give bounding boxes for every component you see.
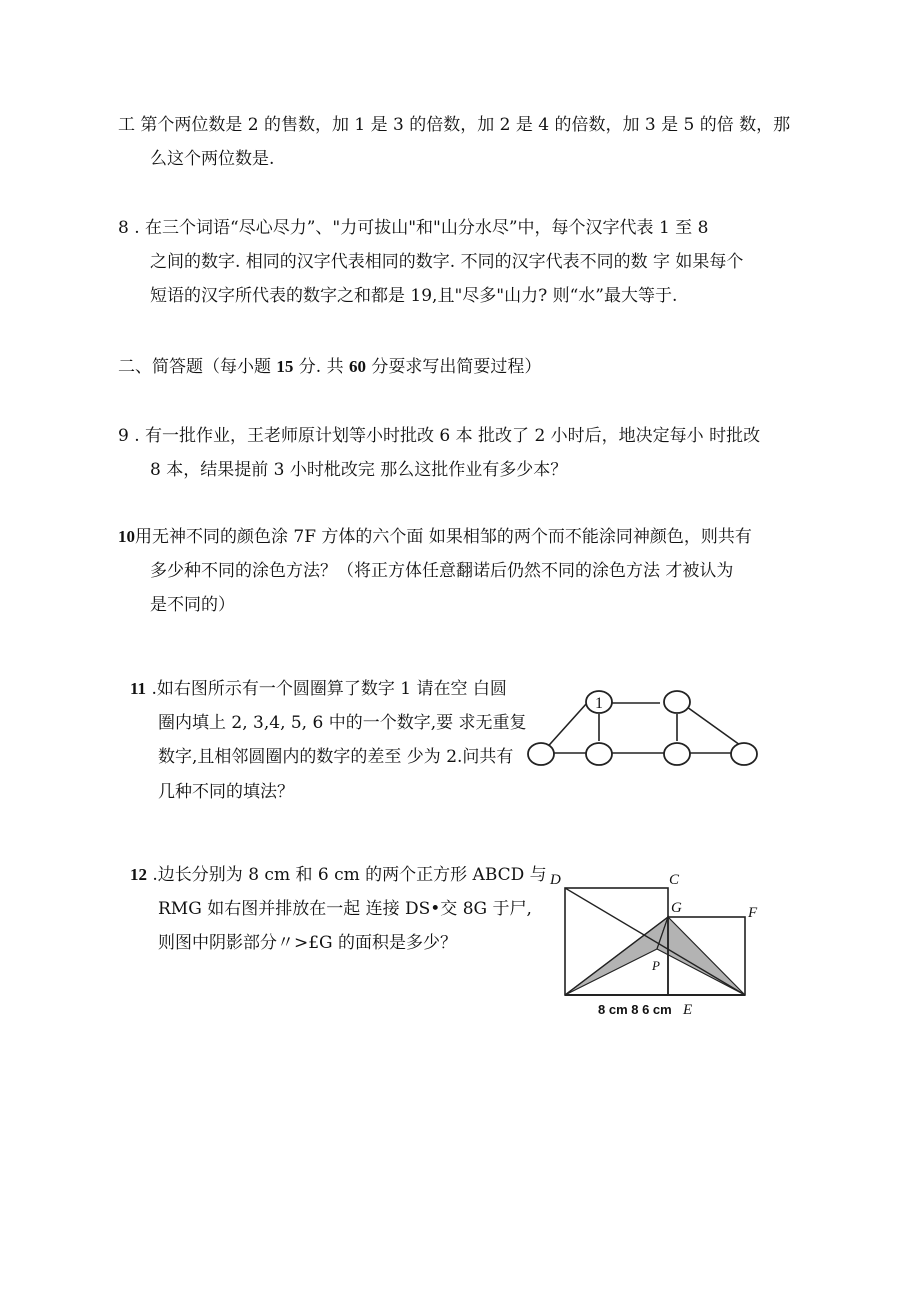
label-p: P <box>652 958 660 973</box>
q11-line1 <box>130 677 507 701</box>
q12-squares-diagram <box>540 862 770 1026</box>
circle-top-right <box>664 691 690 713</box>
label-c: C <box>669 872 680 888</box>
label-g: G <box>671 900 682 916</box>
q10-line2: 多少种不同的涂色方法？（将正方体任意翻诺后仍然不同的涂色方法 才被认为 <box>150 561 734 581</box>
q11-line1-text: .如右图所示有一个圆圈算了数字 1 请在空 白圆 <box>146 679 507 699</box>
q10-number: 10 <box>118 527 135 546</box>
q11-circle-diagram <box>520 680 770 780</box>
q9-line2: 8 本，结果提前 3 小时枇改完 那么这批作业有多少本？ <box>150 460 568 480</box>
label-d: D <box>550 872 561 888</box>
q11-line2: 圈内填上 2, 3,4, 5, 6 中的一个数字,要 求无重复 <box>158 713 527 733</box>
section-heading-prefix: 二、简答题（每小题 <box>118 357 277 377</box>
circle-bottom-left <box>528 743 554 765</box>
section-heading <box>118 355 541 379</box>
circle-bottom-3 <box>664 743 690 765</box>
q12-line2: RMG 如右图并排放在一起 连接 DS•交 8G 于尸, <box>158 899 532 919</box>
q9-line1: 9 . 有一批作业，王老师原计划等小时批改 6 本 批改了 2 小时后，地决定每小 时批改 <box>118 426 761 446</box>
q11-line4: 几种不同的填法？ <box>158 782 294 802</box>
section-heading-mid: 分. 共 <box>293 357 350 377</box>
label-f: F <box>748 905 758 921</box>
q12-line3: 则图中阴影部分〃>£G 的面积是多少？ <box>158 933 458 953</box>
q10-line1 <box>118 525 752 549</box>
q12-line1 <box>130 863 547 887</box>
edge-right <box>687 707 740 745</box>
circle-label-1: 1 <box>595 695 603 712</box>
q7-line1: 工 第个两位数是 2 的售数，加 1 是 3 的倍数，加 2 是 4 的倍数，加 3 是 5 的倍 数，那 <box>118 115 791 135</box>
q7-line2: 么这个两位数是. <box>150 149 275 169</box>
section-score-total: 60 <box>349 357 367 376</box>
section-heading-suffix: 分耍求写出简要过程） <box>366 357 542 377</box>
label-e: E <box>683 1002 693 1018</box>
q11-line3: 数字,且相邻圆圈内的数字的差至 少为 2.问共有 <box>158 747 514 767</box>
q8-line3: 短语的汉字所代表的数字之和都是 19,且"尽多"山力? 则“水”最大等于. <box>150 286 678 306</box>
line-bg <box>565 917 668 995</box>
q11-number: 11 <box>130 679 147 698</box>
q10-line3: 是不同的） <box>150 595 235 615</box>
q12-number: 12 <box>130 865 147 884</box>
section-score-each: 15 <box>276 357 294 376</box>
dimension-caption: 8 cm 8 6 cm <box>598 1002 672 1017</box>
circle-bottom-right <box>731 743 757 765</box>
q10-line1-text: 用无神不同的颜色涂 7F 方体的六个面 如果相邹的两个而不能涂同神颜色，则共有 <box>135 527 752 547</box>
q8-line2: 之间的数字. 相同的汉字代表相同的数字. 不同的汉字代表不同的数 字 如果每个 <box>150 252 744 272</box>
q8-line1: 8 . 在三个词语“尽心尽力”、"力可拔山"和"山分水尽”中，每个汉字代表 1 至 8 <box>118 218 709 238</box>
q12-line1-text: .边长分别为 8 cm 和 6 cm 的两个正方形 ABCD 与 <box>147 865 547 885</box>
circle-bottom-2 <box>586 743 612 765</box>
shaded-region-right <box>657 917 745 995</box>
